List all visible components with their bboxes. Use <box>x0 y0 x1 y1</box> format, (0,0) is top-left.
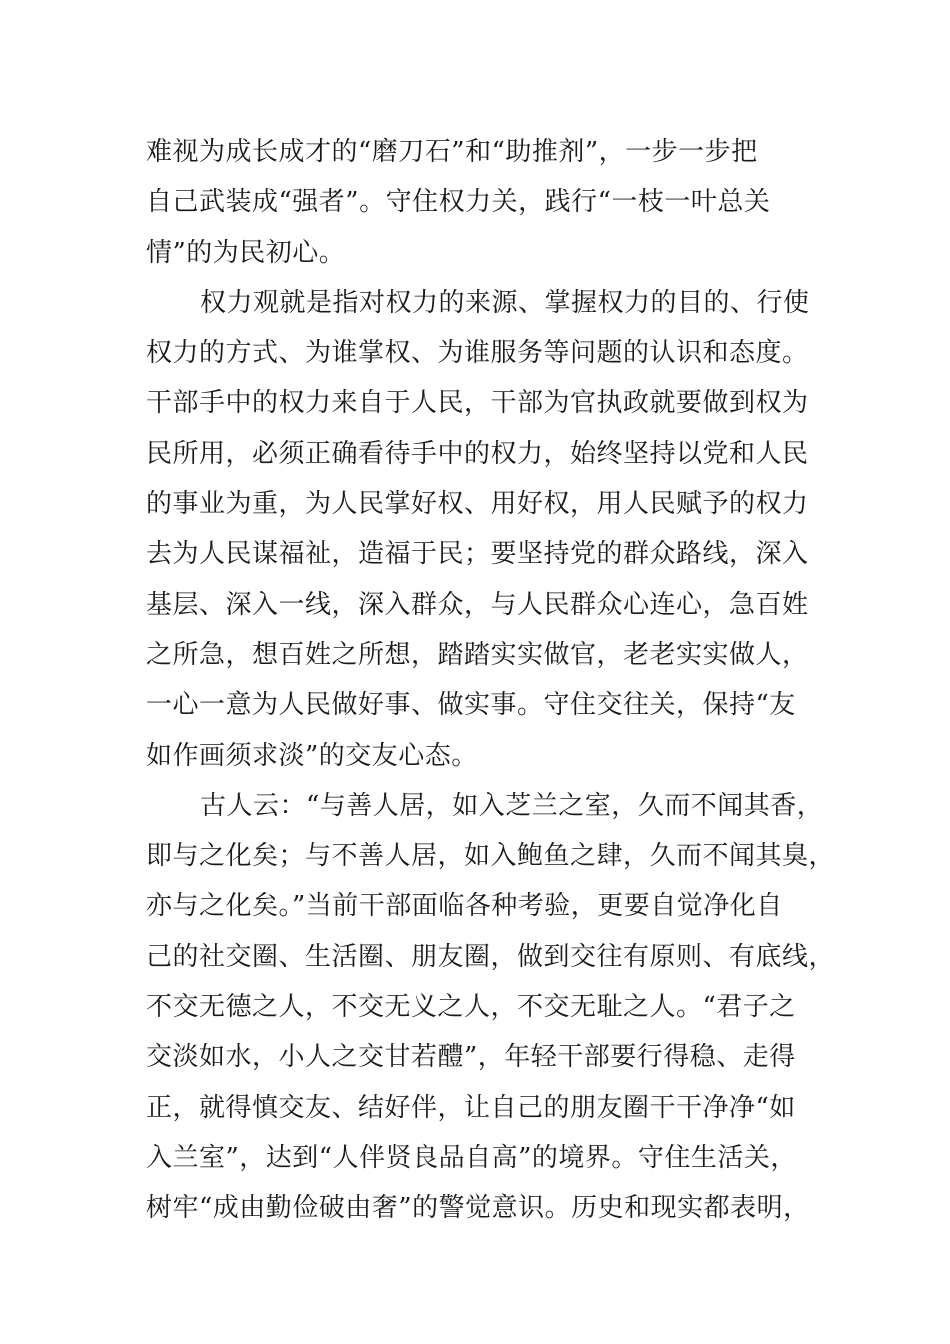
text-line: 基层、深入一线，深入群众，与人民群众心连心，急百姓 <box>146 589 809 620</box>
body-text <box>146 127 836 1234</box>
text-line: 己的社交圈、生活圈、朋友圈，做到交往有原则、有底线， <box>146 941 836 972</box>
text-line: 自己武装成“强者”。守住权力关，践行“一枝一叶总关 <box>146 187 771 218</box>
text-line: 亦与之化矣。”当前干部面临各种考验，更要自觉净化自 <box>146 891 783 922</box>
paragraph-first-line: 古人云：“与善人居，如入芝兰之室，久而不闻其香， <box>200 790 824 821</box>
text-line: 干部手中的权力来自于人民，干部为官执政就要做到权为 <box>146 388 809 419</box>
text-line: 正，就得慎交友、结好伴，让自己的朋友圈干干净净“如 <box>146 1092 796 1123</box>
text-line: 树牢“成由勤俭破由奢”的警觉意识。历史和现实都表明， <box>146 1193 810 1224</box>
text-line: 难视为成长成才的“磨刀石”和“助推剂”，一步一步把 <box>146 137 758 167</box>
text-line: 入兰室”，达到“人伴贤良品自高”的境界。守住生活关， <box>146 1142 797 1173</box>
text-line: 如作画须求淡”的交友心态。 <box>146 740 478 771</box>
text-line: 交淡如水，小人之交甘若醴”，年轻干部要行得稳、走得 <box>146 1042 796 1073</box>
text-line: 的事业为重，为人民掌好权、用好权，用人民赋予的权力 <box>146 489 809 520</box>
text-line: 之所急，想百姓之所想，踏踏实实做官，老老实实做人， <box>146 639 809 670</box>
text-line: 权力的方式、为谁掌权、为谁服务等问题的认识和态度。 <box>146 338 809 369</box>
text-line: 民所用，必须正确看待手中的权力，始终坚持以党和人民 <box>146 438 809 469</box>
text-line: 不交无德之人，不交无义之人，不交无耻之人。“君子之 <box>146 992 796 1023</box>
paragraph-first-line: 权力观就是指对权力的来源、掌握权力的目的、行使 <box>200 287 810 318</box>
text-line: 即与之化矣；与不善人居，如入鲍鱼之肆，久而不闻其臭， <box>146 841 836 872</box>
text-line: 去为人民谋福祉，造福于民；要坚持党的群众路线，深入 <box>146 539 809 570</box>
text-line: 一心一意为人民做好事、做实事。守住交往关，保持“友 <box>146 690 796 721</box>
text-line: 情”的为民初心。 <box>146 237 346 268</box>
